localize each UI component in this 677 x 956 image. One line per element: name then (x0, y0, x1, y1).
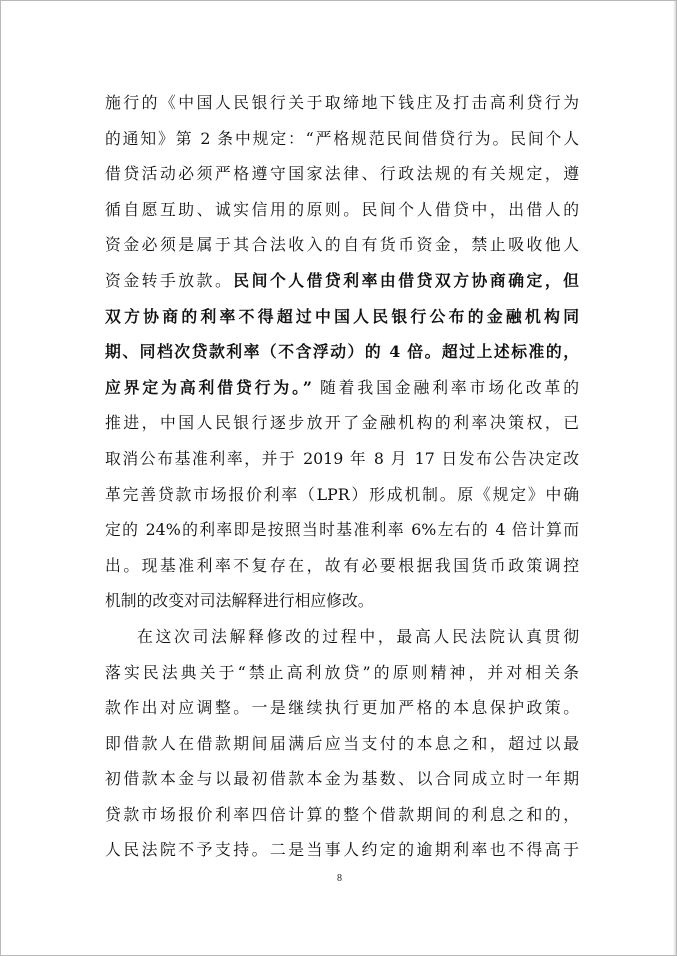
text-line (105, 548, 579, 584)
text-run: 推进，中国人民银行逐步放开了金融机构的利率决策权，已 (105, 413, 579, 433)
text-run: 落实民法典关于“禁止高利放贷”的原则精神，并对相关条 (105, 662, 579, 682)
text-line (105, 761, 579, 797)
text-line (105, 655, 579, 691)
text-run: 资金转手放款。 (105, 270, 234, 290)
text-line-paragraph-start (105, 619, 579, 655)
text-line (105, 690, 579, 726)
bold-text-run: 民间个人借贷利率由借贷双方协商确定，但 (233, 270, 579, 290)
text-run: 在这次司法解释修改的过程中，最高人民法院认真贯彻 (137, 626, 579, 646)
text-line (105, 370, 579, 406)
text-run: 定的 24%的利率即是按照当时基准利率 6%左右的 4 倍计算而 (105, 520, 579, 540)
text-line (105, 441, 579, 477)
text-line (105, 227, 579, 263)
text-run: 人民法院不予支持。二是当事人约定的逾期利率也不得高于 (105, 840, 579, 860)
page-edge-shadow (673, 1, 676, 955)
text-line (105, 832, 579, 868)
text-line (105, 512, 579, 548)
bold-text-run: 应界定为高利借贷行为。” (105, 377, 313, 397)
text-line (105, 156, 579, 192)
text-line-bold (105, 299, 579, 335)
text-line (105, 263, 579, 299)
text-line-paragraph-end (105, 583, 579, 619)
text-run: 出。现基准利率不复存在，故有必要根据我国货币政策调控 (105, 555, 579, 575)
text-line (105, 477, 579, 513)
page-number: 8 (337, 873, 342, 884)
text-run: 的通知》第 2 条中规定：“严格规范民间借贷行为。民间个人 (105, 128, 579, 148)
text-line (105, 192, 579, 228)
text-line (105, 85, 579, 121)
text-run: 循自愿互助、诚实信用的原则。民间个人借贷中，出借人的 (105, 199, 579, 219)
text-line (105, 797, 579, 833)
text-run: 资金必须是属于其合法收入的自有货币资金，禁止吸收他人 (105, 235, 579, 255)
text-run: 随着我国金融利率市场化改革的 (312, 377, 579, 397)
text-line (105, 405, 579, 441)
text-run: 机制的改变对司法解释进行相应修改。 (105, 591, 374, 611)
text-run: 施行的《中国人民银行关于取缔地下钱庄及打击高利贷行为 (105, 93, 579, 112)
text-run: 革完善贷款市场报价利率（LPR）形成机制。原《规定》中确 (105, 484, 579, 504)
text-line (105, 121, 579, 157)
bold-text-run: 双方协商的利率不得超过中国人民银行公布的金融机构同 (105, 306, 579, 326)
text-run: 贷款市场报价利率四倍计算的整个借款期间的利息之和的， (105, 804, 579, 824)
text-line (105, 726, 579, 762)
bold-text-run: 期、同档次贷款利率（不含浮动）的 4 倍。超过上述标准的， (105, 342, 579, 362)
text-run: 初借款本金与以最初借款本金为基数、以合同成立时一年期 (105, 769, 579, 789)
text-run: 即借款人在借款期间届满后应当支付的本息之和，超过以最 (105, 733, 579, 753)
text-run: 款作出对应调整。一是继续执行更加严格的本息保护政策。 (105, 698, 579, 718)
text-line-bold (105, 334, 579, 370)
body-text (105, 85, 579, 868)
text-run: 借贷活动必须严格遵守国家法律、行政法规的有关规定，遵 (105, 164, 579, 184)
text-run: 取消公布基准利率，并于 2019 年 8 月 17 日发布公告决定改 (105, 448, 579, 468)
